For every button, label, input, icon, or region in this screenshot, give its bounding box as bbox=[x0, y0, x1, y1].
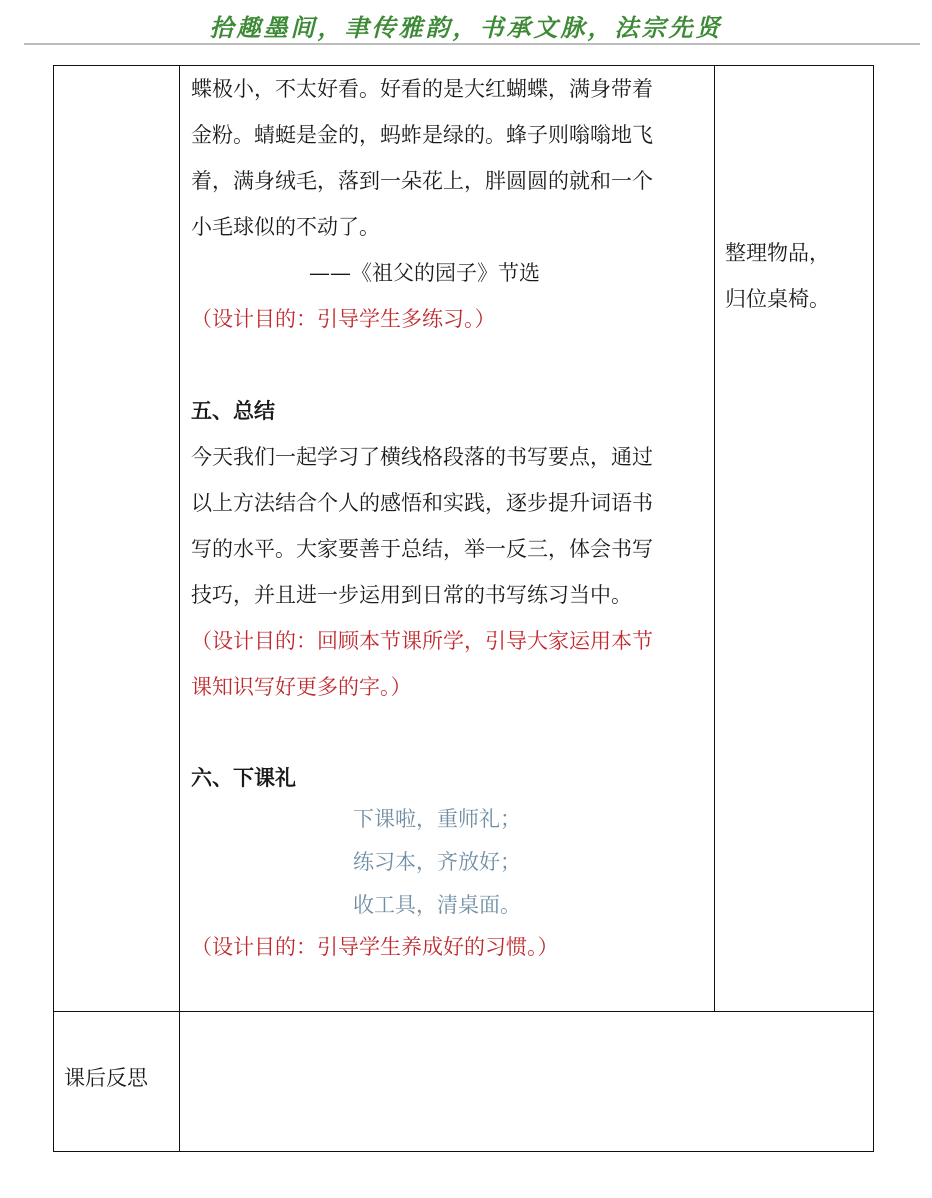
reflection-label: 课后反思 bbox=[64, 1066, 148, 1090]
activity-note-line: 整理物品， bbox=[725, 241, 830, 265]
poem-line: 练习本，齐放好； bbox=[353, 850, 521, 874]
passage-line: 蝶极小，不太好看。好看的是大红蝴蝶，满身带着 bbox=[191, 77, 653, 101]
lesson-plan-table bbox=[53, 65, 874, 1152]
section-heading: 五、总结 bbox=[191, 398, 275, 423]
spacer bbox=[191, 710, 716, 756]
section-heading: 六、下课礼 bbox=[191, 765, 296, 790]
header-slogan: 拾趣墨间，聿传雅韵，书承文脉，法宗先贤 bbox=[209, 13, 723, 42]
design-note: （设计目的：引导学生养成好的习惯。） bbox=[191, 935, 559, 959]
page-header bbox=[0, 0, 932, 46]
activity-note-line: 归位桌椅。 bbox=[725, 287, 830, 311]
reflection-row-divider bbox=[54, 1011, 873, 1012]
lesson-content bbox=[191, 66, 716, 967]
design-note: 课知识写好更多的字。） bbox=[191, 675, 412, 699]
summary-line: 今天我们一起学习了横线格段落的书写要点，通过 bbox=[191, 445, 653, 469]
passage-line: 金粉。蜻蜓是金的，蚂蚱是绿的。蜂子则嗡嗡地飞 bbox=[191, 123, 653, 147]
summary-line: 技巧，并且进一步运用到日常的书写练习当中。 bbox=[191, 583, 632, 607]
design-note: （设计目的：引导学生多练习。） bbox=[191, 307, 496, 331]
header-divider bbox=[24, 43, 920, 45]
activity-note bbox=[725, 230, 870, 322]
poem-line: 收工具，清桌面。 bbox=[353, 893, 521, 917]
spacer bbox=[191, 342, 716, 388]
summary-line: 写的水平。大家要善于总结，举一反三，体会书写 bbox=[191, 537, 653, 561]
passage-line: 小毛球似的不动了。 bbox=[191, 215, 380, 239]
summary-line: 以上方法结合个人的感悟和实践，逐步提升词语书 bbox=[191, 491, 653, 515]
design-note: （设计目的：回顾本节课所学，引导大家运用本节 bbox=[191, 629, 653, 653]
poem-line: 下课啦，重师礼； bbox=[353, 807, 521, 831]
passage-source: ——《祖父的园子》节选 bbox=[309, 261, 540, 285]
left-column-divider bbox=[179, 66, 180, 1152]
passage-line: 着，满身绒毛，落到一朵花上，胖圆圆的就和一个 bbox=[191, 169, 653, 193]
